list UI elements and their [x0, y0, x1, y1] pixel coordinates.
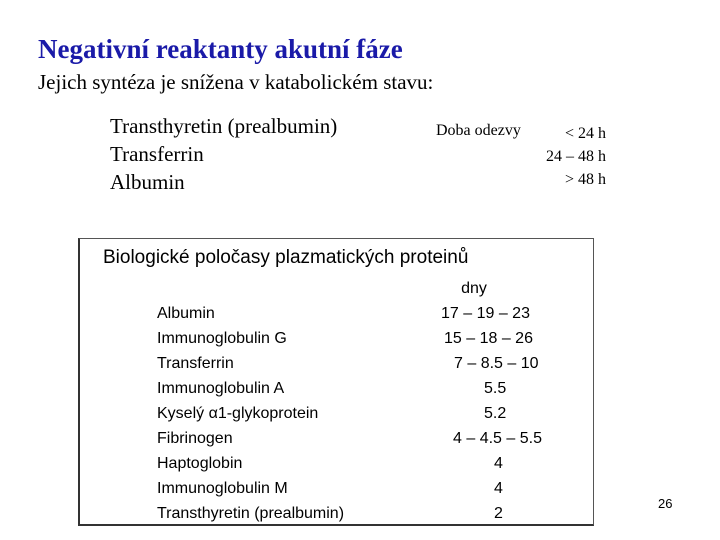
halflife-unit: dny — [461, 280, 487, 297]
protein-item: Transthyretin (prealbumin) — [110, 114, 338, 138]
halflife-row-value: 5.5 — [484, 380, 507, 397]
halflife-row-name: Kyselý α1-glykoprotein — [157, 405, 319, 422]
protein-item: Transferrin — [110, 142, 204, 166]
halflife-row-value: 4 — [494, 480, 503, 497]
halflife-row-name: Albumin — [157, 305, 215, 322]
halflife-row-value: 15 – 18 – 26 — [444, 330, 533, 347]
halflife-row-name: Immunoglobulin M — [157, 480, 288, 497]
halflife-row-name: Transthyretin (prealbumin) — [157, 505, 345, 522]
response-time: 24 – 48 h — [546, 148, 606, 165]
halflife-row-value: 4 — [494, 455, 503, 472]
halflife-row-name: Immunoglobulin A — [157, 380, 285, 397]
protein-item: Albumin — [110, 170, 185, 194]
halflife-row-name: Transferrin — [157, 355, 234, 372]
response-time: > 48 h — [564, 171, 606, 188]
halflife-row-name: Haptoglobin — [157, 455, 243, 472]
halflife-row-name: Fibrinogen — [157, 430, 233, 447]
slide-title: Negativní reaktanty akutní fáze — [38, 34, 403, 64]
halflife-protein-names — [157, 301, 344, 526]
response-time-label: Doba odezvy — [436, 122, 521, 139]
halflife-row-value: 17 – 19 – 23 — [441, 305, 530, 322]
halflife-row-value: 7 – 8.5 – 10 — [454, 355, 539, 372]
halflife-table-title: Biologické poločasy plazmatických proteinů — [103, 247, 469, 268]
halflife-row-name: Immunoglobulin G — [157, 330, 287, 347]
response-times — [546, 122, 606, 191]
protein-list — [110, 112, 337, 196]
response-time: < 24 h — [564, 125, 606, 142]
halflife-row-value: 5.2 — [484, 405, 507, 422]
slide-subtitle: Jejich syntéza je snížena v katabolickém stavu: — [38, 70, 434, 94]
halflife-values — [414, 276, 574, 526]
halflife-row-value: 2 — [494, 505, 503, 522]
halflife-row-value: 4 – 4.5 – 5.5 — [453, 430, 542, 447]
page-number: 26 — [658, 496, 673, 511]
